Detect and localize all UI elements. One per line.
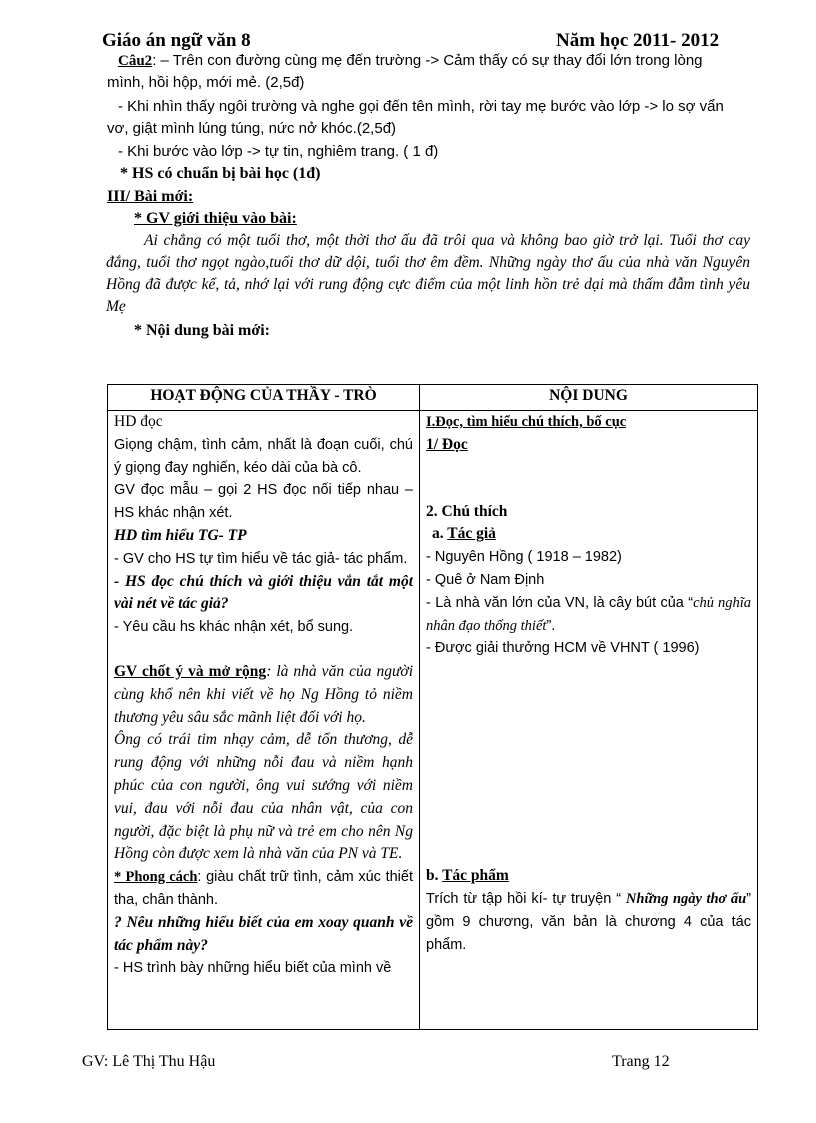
lesson-table	[107, 384, 758, 1030]
phong-cach-label: * Phong cách	[114, 869, 198, 886]
tg-step-3: - Yêu cầu hs khác nhận xét, bổ sung.	[114, 619, 354, 636]
tacgia-1: - Nguyên Hồng ( 1918 – 1982)	[426, 549, 622, 566]
tacgia-prefix: a.	[432, 525, 448, 543]
cau2-cont: mình, hồi hộp, mới mẻ. (2,5đ)	[107, 74, 305, 91]
answer-line-4: * HS có chuẩn bị bài học (1đ)	[120, 165, 321, 182]
intro-text: Ai chẳng có một tuổi thơ, một thời thơ ấu đã trôi qua và không bao giờ trở lại. Tuổi thơ cay đắng, tuổi thơ ngọt ngào,tuổi thơ dữ dội, tuổi thơ êm đềm. Những ngày thơ ấu của nhà văn Nguyên Hồng đã được kể, tả, nhớ lại với rung động cực điểm của một linh hồn trẻ dại mà thấm đẫm tình yêu Mẹ	[106, 232, 750, 315]
tacgia-3	[426, 592, 751, 638]
phong-cach-text: : giàu chất trữ tình, cảm xúc thiết tha, chân thành.	[114, 869, 413, 908]
answer-line-2b: vơ, giật mình lúng túng, nức nở khóc.(2,5đ)	[107, 120, 397, 137]
tacpham-desc	[426, 888, 751, 956]
activities-cell	[114, 411, 413, 1029]
doc-instruction-1: Giọng chậm, tình cảm, nhất là đoạn cuối, chú ý giọng đay nghiến, kéo dài của bà cô.	[114, 436, 413, 476]
cau2-line	[118, 50, 703, 72]
ong-paragraph: Ông có trái tim nhạy cảm, dễ tổn thương, dễ rung động với những nỗi đau và niềm hạnh phúc của con người, ông vui sướng với niềm vui, đau với nỗi đau của nhân vật, của con người, đặc biệt là phụ nữ và trẻ em cho nên Ng Hồng còn được xem là nhà văn của PN và TE.	[114, 731, 413, 863]
section-title: III/ Bài mới:	[107, 188, 194, 205]
tacpham-desc-1: Trích từ tập hồi kí- tự truyện “	[426, 890, 626, 907]
gv-chot	[114, 661, 413, 729]
tacgia-3b: chủ nghĩa nhân đạo thống thiết	[426, 594, 751, 634]
content-doc: 1/ Đọc	[426, 435, 468, 453]
tacgia-2: - Quê ở Nam Định	[426, 571, 545, 588]
tacpham-title: Những ngày thơ ấu	[625, 890, 747, 907]
doc-instruction-2: GV đọc mẫu – gọi 2 HS đọc nối tiếp nhau – HS khác nhận xét.	[114, 482, 413, 522]
answer-line-2a: - Khi nhìn thấy ngôi trường và nghe gọi đến tên mình, rời tay mẹ bước vào lớp -> lo sợ vẩn	[118, 98, 724, 115]
cau2-text: : – Trên con đường cùng mẹ đến trường -> Cảm thấy có sự thay đổi lớn trong lòng	[152, 52, 703, 69]
gv-intro-heading: * GV giới thiệu vào bài:	[134, 210, 297, 227]
cau2-label: Câu2	[118, 53, 153, 69]
content-tacpham	[426, 865, 751, 888]
tacpham-prefix: b.	[426, 867, 443, 885]
content-tacgia	[426, 523, 751, 546]
content-chuthich: 2. Chú thích	[426, 502, 508, 520]
phong-cach	[114, 866, 413, 912]
tacgia-3a: - Là nhà văn lớn của VN, là cây bút của “	[426, 594, 694, 611]
hd-doc: HD đọc	[114, 413, 163, 430]
intro-paragraph	[106, 230, 750, 318]
noidung-heading: * Nội dung bài mới:	[134, 322, 270, 339]
last-line: - HS trình bày những hiểu biết của mình về	[114, 960, 392, 977]
gv-chot-label: GV chốt ý và mở rộng	[114, 662, 267, 680]
question: ? Nêu những hiểu biết của em xoay quanh về tác phẩm này?	[114, 913, 413, 954]
footer-teacher: GV: Lê Thị Thu Hậu	[82, 1053, 216, 1070]
content-section-1: I.Đọc, tìm hiểu chú thích, bố cục	[426, 414, 627, 430]
tacgia-4: - Được giải thưởng HCM về VHNT ( 1996)	[426, 640, 700, 657]
col-activities-header: HOẠT ĐỘNG CỦA THẦY - TRÒ	[108, 385, 420, 411]
header-school-year: Năm học 2011- 2012	[556, 30, 720, 51]
tacpham-desc-3: ” gồm 9 chương, văn bản là chương 4 của tác phẩm.	[426, 890, 751, 953]
answer-line-3: - Khi bước vào lớp -> tự tin, nghiêm trang. ( 1 đ)	[118, 143, 439, 160]
hd-tg-tp: HD tìm hiểu TG- TP	[114, 526, 247, 544]
tacgia-label: Tác giả	[447, 525, 496, 543]
tg-step-2: - HS đọc chú thích và giới thiệu vắn tắt một vài nét về tác giả?	[114, 572, 413, 613]
col-content-header: NỘI DUNG	[420, 385, 758, 411]
content-cell	[426, 411, 751, 1029]
gv-chot-text: : là nhà văn của người cùng khổ nên khi viết về họ Ng Hồng tỏ niềm thương yêu sâu sắc mãnh liệt đối với họ.	[114, 662, 413, 726]
footer-page-number: Trang 12	[612, 1053, 670, 1070]
tacgia-3c: ”.	[546, 617, 556, 634]
tg-step-1: - GV cho HS tự tìm hiểu về tác giả- tác phẩm.	[114, 550, 408, 567]
tacpham-label: Tác phẩm	[442, 867, 509, 885]
header-subject: Giáo án ngữ văn 8	[102, 30, 251, 51]
